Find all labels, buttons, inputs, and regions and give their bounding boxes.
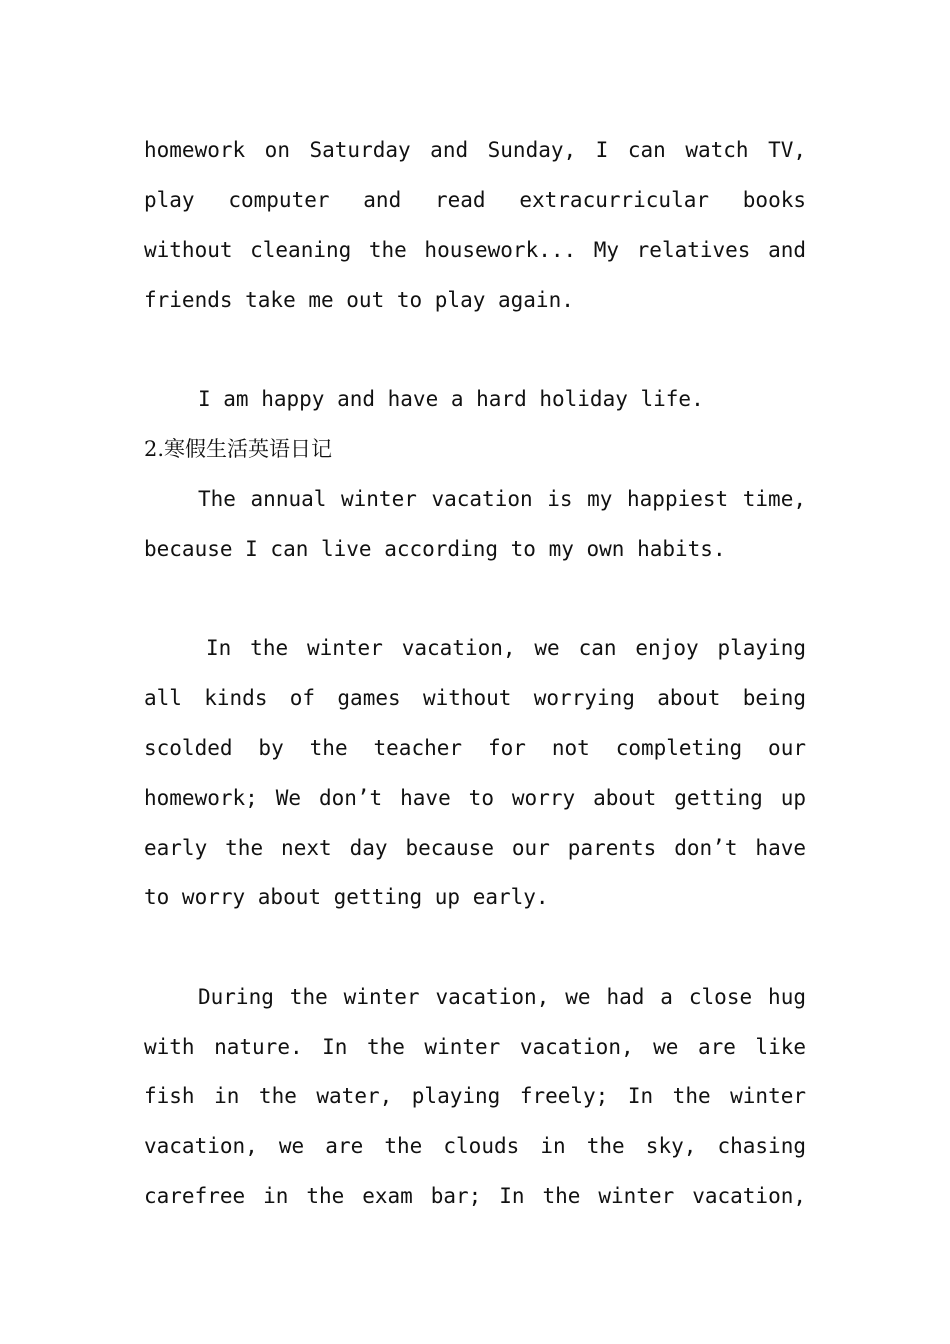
paragraph-line: fish in the water, playing freely; In the winter	[144, 1084, 806, 1108]
paragraph-line: vacation, we are the clouds in the sky, chasing	[144, 1134, 806, 1158]
paragraph-line: homework on Saturday and Sunday, I can watch TV,	[144, 138, 806, 162]
paragraph-line: to worry about getting up early.	[144, 885, 549, 909]
paragraph-line: all kinds of games without worrying about being	[144, 686, 806, 710]
paragraph-line: friends take me out to play again.	[144, 288, 574, 312]
paragraph-line: scolded by the teacher for not completing our	[144, 736, 806, 760]
paragraph-line: In the winter vacation, we can enjoy playing	[206, 636, 806, 660]
paragraph-line: without cleaning the housework... My relatives and	[144, 238, 806, 262]
paragraph-line: The annual winter vacation is my happiest time,	[198, 487, 806, 511]
section-heading: 2.寒假生活英语日记	[144, 437, 333, 461]
paragraph-line: carefree in the exam bar; In the winter vacation,	[144, 1184, 806, 1208]
paragraph-line: play computer and read extracurricular books	[144, 188, 806, 212]
paragraph-line: because I can live according to my own habits.	[144, 537, 726, 561]
paragraph-line: homework; We don’t have to worry about getting up	[144, 786, 806, 810]
paragraph-line: early the next day because our parents don’t have	[144, 836, 806, 860]
paragraph-line: I am happy and have a hard holiday life.	[198, 387, 704, 411]
paragraph-line: with nature. In the winter vacation, we are like	[144, 1035, 806, 1059]
paragraph-line: During the winter vacation, we had a close hug	[198, 985, 806, 1009]
